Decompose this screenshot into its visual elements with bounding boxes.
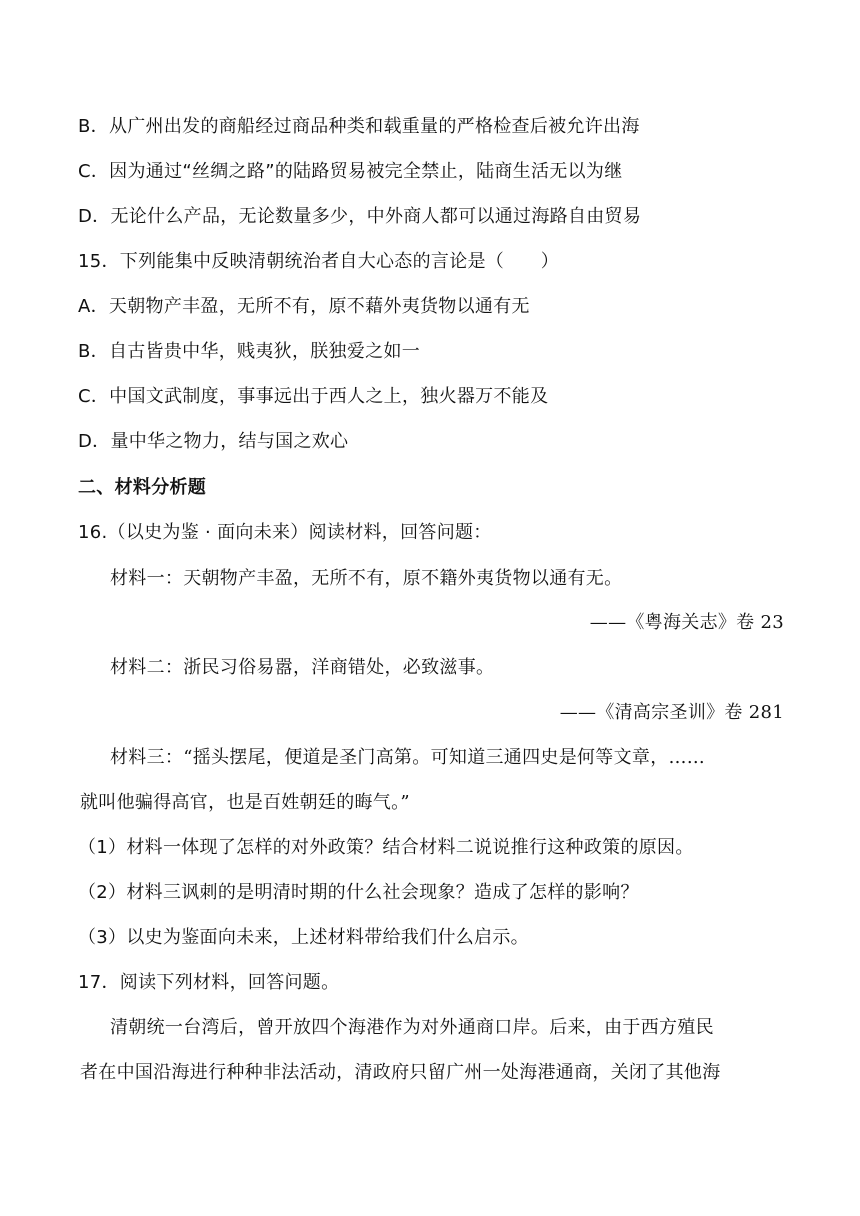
q17-stem: 17．阅读下列材料，回答问题。 (78, 972, 340, 993)
q16-material-2: 材料二：浙民习俗易嚣，洋商错处，必致滋事。 (110, 657, 495, 678)
q15-option-b: B．自古皆贵中华，贱夷狄，朕独爱之如一 (78, 341, 421, 362)
q16-stem: 16.（以史为鉴 · 面向未来）阅读材料，回答问题： (78, 522, 492, 543)
q16-material-3-line-2: 就叫他骗得高官，也是百姓朝廷的晦气。” (80, 792, 410, 813)
q15-option-c: C．中国文武制度，事事远出于西人之上，独火器万不能及 (78, 386, 549, 407)
section-title: 二、材料分析题 (78, 477, 207, 498)
q16-source-1: ——《粤海关志》卷 23 (589, 612, 784, 633)
q17-paragraph-line-2: 者在中国沿海进行种种非法活动，清政府只留广州一处海港通商，关闭了其他海 (80, 1062, 721, 1083)
q16-question-1: （1）材料一体现了怎样的对外政策？结合材料二说说推行这种政策的原因。 (78, 837, 694, 858)
q14-option-b: B．从广州出发的商船经过商品种类和载重量的严格检查后被允许出海 (78, 116, 640, 137)
q15-option-d: D．量中华之物力，结与国之欢心 (78, 431, 349, 452)
q14-option-d: D．无论什么产品，无论数量多少，中外商人都可以通过海路自由贸易 (78, 206, 642, 227)
q16-question-3: （3）以史为鉴面向未来，上述材料带给我们什么启示。 (78, 927, 529, 948)
q16-material-3-line-1: 材料三：“摇头摆尾，便道是圣门高第。可知道三通四史是何等文章，…… (110, 747, 706, 768)
q15-stem: 15．下列能集中反映清朝统治者自大心态的言论是（ ） (78, 251, 560, 272)
q16-source-2: ——《清高宗圣训》卷 281 (559, 702, 784, 723)
q16-material-1: 材料一：天朝物产丰盈，无所不有，原不籍外夷货物以通有无。 (110, 568, 623, 589)
q15-option-a: A．天朝物产丰盈，无所不有，原不藉外夷货物以通有无 (78, 296, 530, 317)
q17-paragraph-line-1: 清朝统一台湾后，曾开放四个海港作为对外通商口岸。后来，由于西方殖民 (110, 1017, 714, 1038)
q16-question-2: （2）材料三讽刺的是明清时期的什么社会现象？造成了怎样的影响？ (78, 882, 639, 903)
q14-option-c: C．因为通过“丝绸之路”的陆路贸易被完全禁止，陆商生活无以为继 (78, 161, 623, 182)
